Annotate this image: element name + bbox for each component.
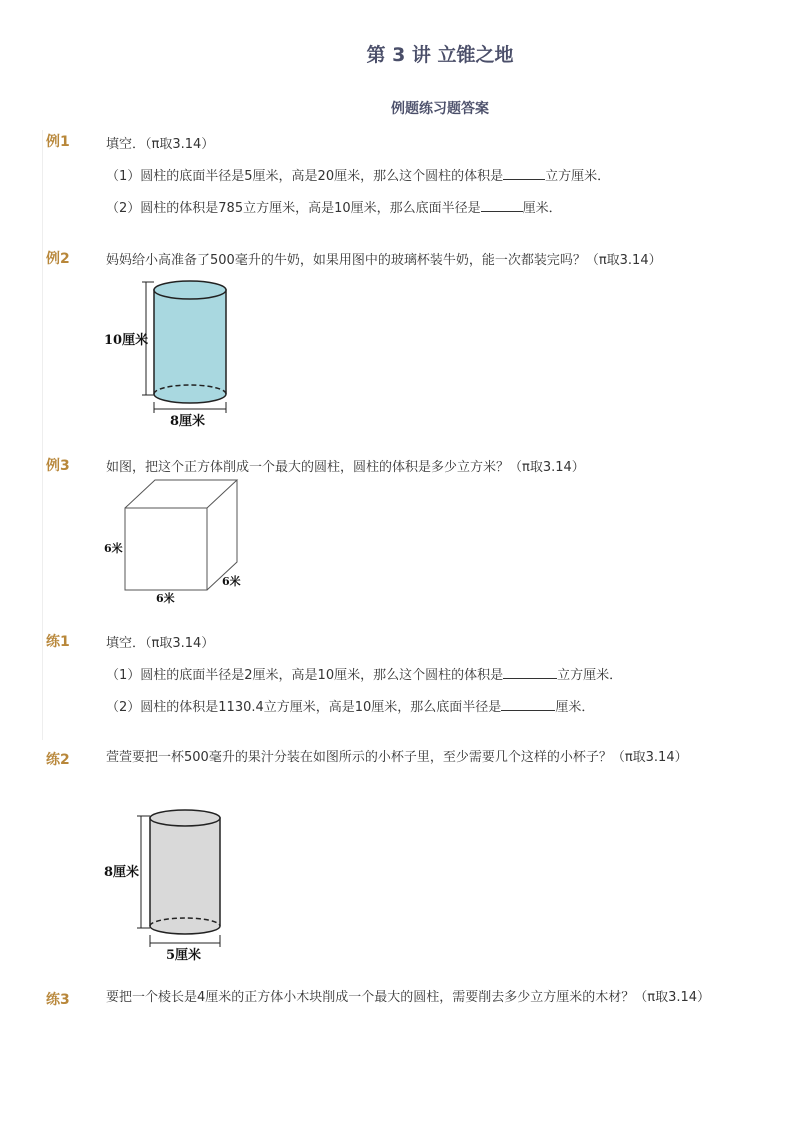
question-unit: 厘米．	[555, 700, 595, 715]
practice-3-label: 练3	[46, 992, 70, 1008]
example-1-question-1	[106, 165, 610, 184]
practice-2-label: 练2	[46, 752, 70, 768]
answer-blank[interactable]	[481, 197, 523, 212]
example-3-text: 如图，把这个正方体削成一个最大的圆柱，圆柱的体积是多少立方米？（π取3.14）	[106, 460, 585, 475]
example-2-text: 妈妈给小高准备了500毫升的牛奶，如果用图中的玻璃杯装牛奶，能一次都装完吗？（π取3.14）	[106, 253, 662, 268]
page-subtitle: 例题练习题答案	[391, 101, 489, 117]
example-1-label: 例1	[46, 134, 70, 150]
cube-diagram	[100, 478, 250, 608]
answer-blank[interactable]	[503, 165, 545, 180]
example-3-label: 例3	[46, 458, 70, 474]
example-2-label: 例2	[46, 251, 70, 267]
question-text: （1）圆柱的底面半径是2厘米，高是10厘米，那么这个圆柱的体积是	[106, 668, 504, 683]
practice-1-label: 练1	[46, 634, 70, 650]
cylinder-top	[154, 281, 226, 299]
cylinder-body	[154, 290, 226, 403]
diameter-label: 5厘米	[166, 948, 202, 963]
cube-top-face	[125, 480, 237, 508]
question-unit: 立方厘米．	[557, 668, 623, 683]
practice-3-text: 要把一个棱长是4厘米的正方体小木块削成一个最大的圆柱，需要削去多少立方厘米的木材？（π取3.14）	[106, 990, 711, 1005]
diameter-label: 8厘米	[170, 414, 206, 429]
answer-blank[interactable]	[501, 696, 555, 711]
height-label: 8厘米	[104, 865, 140, 880]
question-text: （1）圆柱的底面半径是5厘米，高是20厘米，那么这个圆柱的体积是	[106, 169, 504, 184]
left-margin-rule	[42, 130, 43, 740]
answer-blank[interactable]	[503, 664, 557, 679]
cube-edge-left-label: 6米	[104, 542, 123, 555]
cylinder-top	[150, 810, 220, 826]
page-title: 第 3 讲 立锥之地	[366, 44, 514, 66]
cube-front-face	[125, 508, 207, 590]
practice-1-intro: 填空．（π取3.14）	[106, 636, 215, 651]
practice-1-question-2	[106, 696, 594, 715]
question-unit: 厘米．	[522, 201, 562, 216]
practice-2-text: 萱萱要把一杯500毫升的果汁分装在如图所示的小杯子里，至少需要几个这样的小杯子？（π取3.14）	[106, 750, 688, 765]
glass-cylinder-diagram	[100, 278, 240, 430]
practice-1-question-1	[106, 664, 622, 683]
example-1-intro: 填空．（π取3.14）	[106, 137, 215, 152]
cube-side-face	[207, 480, 237, 590]
question-text: （2）圆柱的体积是785立方厘米，高是10厘米，那么底面半径是	[106, 201, 481, 216]
example-1-question-2	[106, 197, 562, 216]
cube-edge-bottom-label: 6米	[156, 592, 175, 605]
question-unit: 立方厘米．	[545, 169, 611, 184]
height-label: 10厘米	[104, 333, 149, 348]
small-cup-cylinder-diagram	[100, 808, 240, 966]
cylinder-body	[150, 818, 220, 934]
question-text: （2）圆柱的体积是1130.4立方厘米，高是10厘米，那么底面半径是	[106, 700, 502, 715]
cube-edge-depth-label: 6米	[222, 575, 241, 588]
